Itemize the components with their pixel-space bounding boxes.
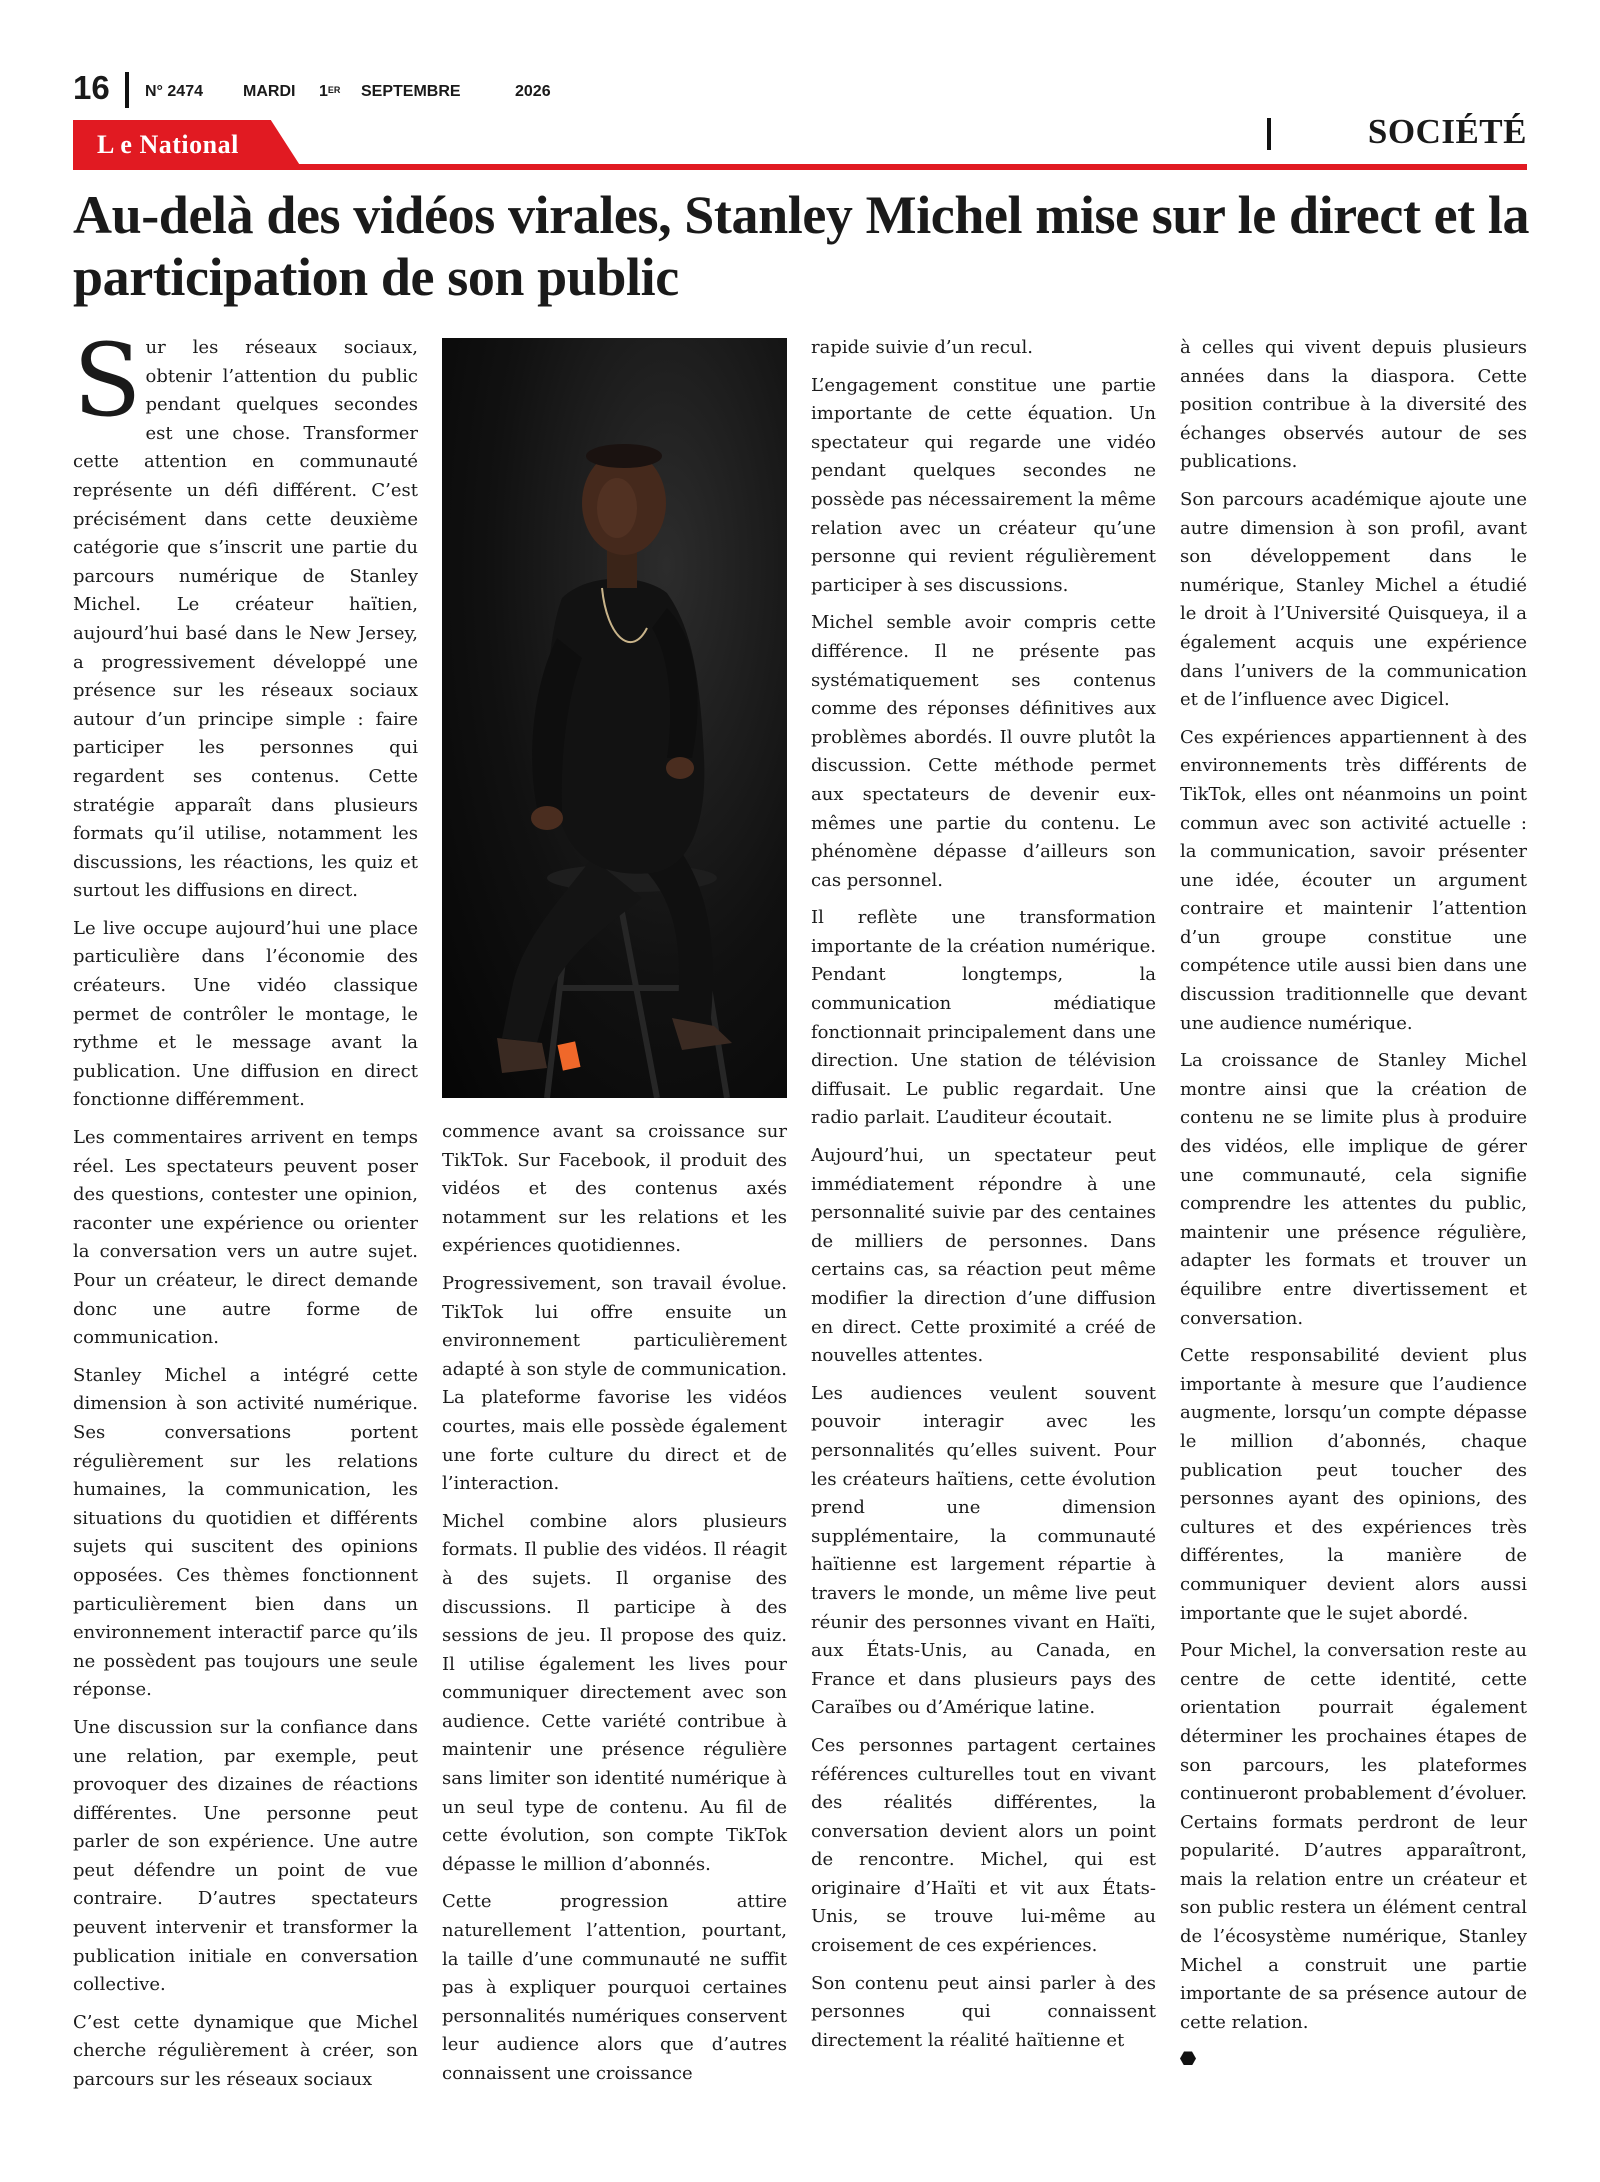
- paragraph: Son contenu peut ainsi parler à des personnes qui connaissent directement la réalité haïtienne et: [811, 1972, 1156, 2051]
- paragraph: Cette responsabilité devient plus importante à mesure que l’audience augmente, lorsqu’un compte dépasse le million d’abonnés, chaque publication peut toucher des personnes ayant des opinions, des cultures et des expériences très différentes, la manière de communiquer devient alors aussi importante que le sujet abordé.: [1180, 1345, 1527, 1624]
- paragraph: Progressivement, son travail évolue. TikTok lui offre ensuite un environnement particulièrement adapté à son style de communication. La plateforme favorise les vidéos courtes, mais elle possède également une forte culture du direct et de l’interaction.: [442, 1272, 787, 1495]
- article-column-4: [1180, 334, 1527, 2075]
- paragraph: rapide suivie d’un recul.: [811, 337, 1033, 358]
- header-divider: [125, 72, 129, 108]
- issue-number: N° 2474: [145, 83, 203, 100]
- paragraph: Sur les réseaux sociaux, obtenir l’attention du public pendant quelques secondes est une chose. Transformer cette attention en communauté représente un défi différent. C’est précisément dans cette deuxième catégorie que s’inscrit une partie du parcours numérique de Stanley Michel. Le créateur haïtien, aujourd’hui basé dans le New Jersey, a progressivement développé une présence sur les réseaux sociaux autour d’un principe simple : faire participer les personnes qui regardent ses contenus. Cette stratégie apparaît dans plusieurs formats qu’il utilise, notamment les discussions, les réactions, les quiz et surtout les diffusions en direct.: [73, 322, 418, 902]
- issue-date-day: 1ER: [319, 83, 341, 100]
- article-column-2: [442, 1118, 787, 2098]
- paragraph: Le live occupe aujourd’hui une place particulière dans l’économie des créateurs. Une vidéo classique permet de contrôler le montage, le rythme et le message avant la publication. Une diffusion en direct fonctionne différemment.: [73, 917, 418, 1111]
- paragraph: Les audiences veulent souvent pouvoir interagir avec les personnalités qu’elles suivent. Pour les créateurs haïtiens, cette évolution prend une dimension supplémentaire, la communauté haïtienne est largement répartie à travers le monde, un même live peut réunir des personnes vivant en Haïti, aux États-Unis, au Canada, en France et dans plusieurs pays des Caraïbes ou d’Amérique latine.: [811, 1382, 1156, 1719]
- paragraph: Pour Michel, la conversation reste au centre de cette identité, cette orientation pourrait également déterminer les prochaines étapes de son parcours, les plateformes continueront probablement d’évoluer. Certains formats perdront de leur popularité. D’autres apparaîtront, mais la relation entre un créateur et son public restera un élément central de l’écosystème numérique, Stanley Michel a construit une partie importante de sa présence autour de cette relation.: [1180, 1640, 1527, 2033]
- paragraph: Son parcours académique ajoute une autre dimension à son profil, avant son développement dans le numérique, Stanley Michel a étudié le droit à l’Université Quisqueya, il a également acquis une expérience dans l’univers de la communication et de l’influence avec Digicel.: [1180, 488, 1527, 711]
- page-header: [73, 68, 1527, 108]
- paragraph: Les commentaires arrivent en temps réel. Les spectateurs peuvent poser des questions, contester une opinion, raconter une expérience ou orienter la conversation vers un autre sujet. Pour un créateur, le direct demande donc une autre forme de communication.: [73, 1127, 418, 1349]
- page-number: 16: [73, 69, 110, 106]
- portrait-photo: [442, 338, 787, 1098]
- date-suffix: ER: [327, 85, 341, 95]
- article-column-3: [811, 334, 1156, 2064]
- end-of-article-icon: [1180, 2051, 1196, 2065]
- paragraph: Ces personnes partagent certaines références culturelles tout en vivant des réalités différentes, la conversation devient alors un point de rencontre. Michel, qui est originaire d’Haïti et vit aux États-Unis, se trouve lui-même au croisement de ces expériences.: [811, 1734, 1156, 1957]
- issue-year: 2026: [515, 83, 551, 100]
- paragraph: commence avant sa croissance sur TikTok. Sur Facebook, il produit des vidéos et des contenus axés notamment sur les relations et les expériences quotidiennes.: [442, 1121, 787, 1257]
- issue-month: SEPTEMBRE: [361, 83, 461, 100]
- article-title: Au-delà des vidéos virales, Stanley Michel mise sur le direct et la participation de son public: [73, 185, 1530, 307]
- paragraph: La croissance de Stanley Michel montre ainsi que la création de contenu ne se limite plus à produire des vidéos, elle implique de gérer une communauté, cela signifie comprendre les attentes du public, maintenir une présence régulière, adapter les formats et trouver un équilibre entre divertissement et conversation.: [1180, 1050, 1527, 1329]
- paragraph: Michel semble avoir compris cette différence. Il ne présente pas systématiquement ses contenus comme des réponses définitives aux problèmes abordés. Il ouvre plutôt la discussion. Cette méthode permet aux spectateurs de devenir eux-mêmes une partie du contenu. Le phénomène dépasse d’ailleurs son cas personnel.: [811, 612, 1156, 891]
- article-column-1: [73, 322, 418, 2104]
- paragraph: L’engagement constitue une partie importante de cette équation. Un spectateur qui regarde une vidéo pendant quelques secondes ne possède pas nécessairement la même relation avec un créateur qu’une personne qui revient régulièrement participer à ses discussions.: [811, 374, 1156, 596]
- section-divider: [1267, 118, 1271, 150]
- drop-cap: S: [73, 322, 142, 439]
- paragraph: Cette progression attire naturellement l’attention, pourtant, la taille d’une communauté ne suffit pas à expliquer pourquoi certaines personnalités numériques conservent leur audience alors que d’autres connaissent une croissance: [442, 1891, 787, 2084]
- paragraph: Michel combine alors plusieurs formats. Il publie des vidéos. Il réagit à des sujets. Il organise des discussions. Il participe à des sessions de jeu. Il propose des quiz. Il utilise également les lives pour communiquer directement avec son audience. Cette variété contribue à maintenir une présence régulière sans limiter son identité numérique à un seul type de contenu. Au fil de cette évolution, son compte TikTok dépasse le million d’abonnés.: [442, 1510, 787, 1875]
- paragraph: Aujourd’hui, un spectateur peut immédiatement répondre à une personnalité suivie par des centaines de milliers de personnes. Dans certains cas, sa réaction peut même modifier la direction d’une diffusion en direct. Cette proximité a créé de nouvelles attentes.: [811, 1145, 1156, 1367]
- paragraph: Ces expériences appartiennent à des environnements très différents de TikTok, elles ont néanmoins un point commun avec son activité actuelle : la communication, savoir présenter une idée, écouter un argument contraire et maintenir l’attention d’un groupe constitue une compétence utile aussi bien dans une discussion traditionnelle que devant une audience numérique.: [1180, 726, 1527, 1034]
- issue-day: MARDI: [243, 83, 296, 100]
- paragraph: à celles qui vivent depuis plusieurs années dans la diaspora. Cette position contribue à la diversité des échanges observés autour de ses publications.: [1180, 337, 1527, 473]
- paragraph: Il reflète une transformation importante de la création numérique. Pendant longtemps, la communication médiatique fonctionnait principalement dans une direction. Une station de télévision diffusait. Le public regardait. Une radio parlait. L’auditeur écoutait.: [811, 907, 1156, 1129]
- paragraph: Une discussion sur la confiance dans une relation, par exemple, peut provoquer des dizaines de réactions différentes. Une personne peut parler de son expérience. Une autre peut défendre un point de vue contraire. D’autres spectateurs peuvent intervenir et transformer la publication initiale en conversation collective.: [73, 1716, 418, 1996]
- brand-logo: L e National: [97, 130, 239, 159]
- paragraph: Stanley Michel a intégré cette dimension à son activité numérique. Ses conversations portent régulièrement sur les relations humaines, la communication, les situations du quotidien et différents sujets qui suscitent des opinions opposées. Ces thèmes fonctionnent particulièrement bien dans un environnement interactif parce qu’ils ne possèdent pas toujours une seule réponse.: [73, 1364, 418, 1701]
- paragraph: C’est cette dynamique que Michel cherche régulièrement à créer, son parcours sur les réseaux sociaux: [73, 2011, 418, 2091]
- section-label: SOCIÉTÉ: [1367, 112, 1527, 151]
- header-rule: [73, 164, 1527, 170]
